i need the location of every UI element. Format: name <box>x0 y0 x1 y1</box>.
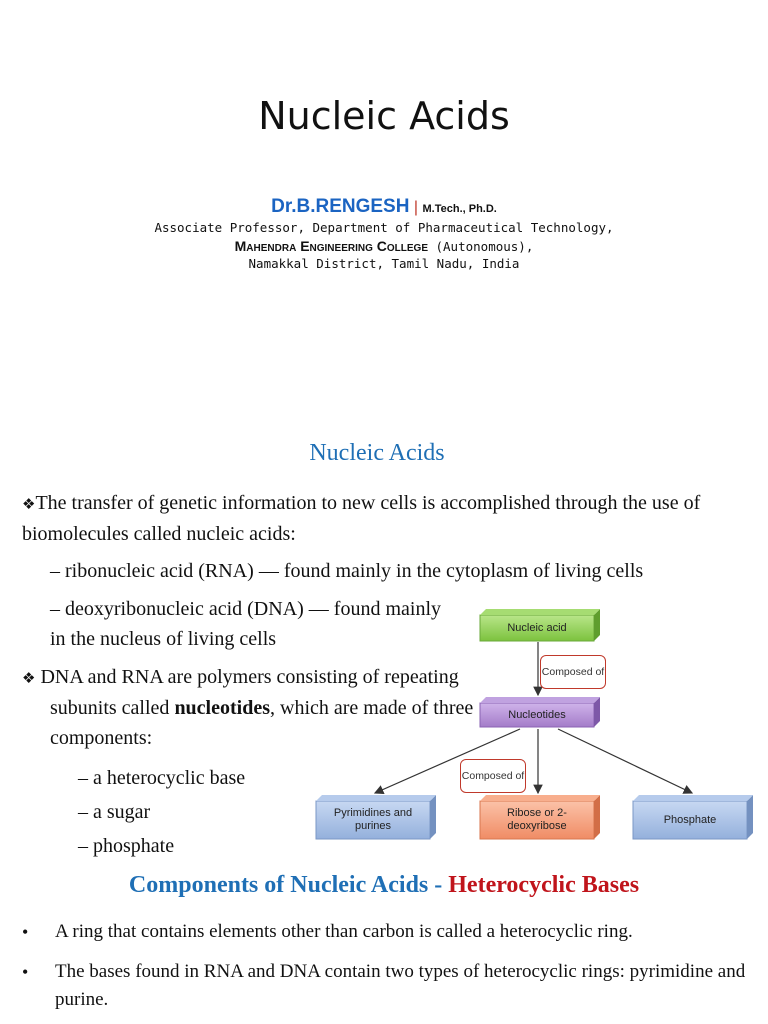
bullet-polymers-bold: nucleotides <box>174 697 270 719</box>
slide2-title: Nucleic Acids <box>309 440 445 466</box>
bullet-polymers-post: , which are made of three components: <box>50 697 474 749</box>
college-name: Mahendra Engineering College <box>234 238 428 254</box>
slide1-title: Nucleic Acids <box>258 94 510 138</box>
component-phosphate: – phosphate <box>78 835 175 857</box>
ribose-box: Ribose or 2-deoxyribose <box>507 807 567 832</box>
arrow-to-phosphate <box>558 729 692 793</box>
bullet-transfer <box>22 488 752 549</box>
point-heterocyclic-ring-text: A ring that contains elements other than carbon is called a heterocyclic ring. <box>55 921 633 942</box>
college-suffix: (Autonomous), <box>427 239 534 254</box>
dot-bullet-icon: • <box>22 962 29 982</box>
author-line <box>0 196 768 218</box>
point-two-types <box>22 958 752 1014</box>
affiliation-line-3: Namakkal District, Tamil Nadu, India <box>248 256 520 271</box>
slide3-title <box>0 872 768 899</box>
component-sugar: – a sugar <box>78 801 151 823</box>
affiliation-line-2 <box>0 238 768 254</box>
composed-of-label-1: Composed of <box>540 655 606 689</box>
author-separator: | <box>413 199 419 216</box>
diamond-bullet-icon: ❖ <box>22 669 36 687</box>
dot-bullet-icon: • <box>22 922 29 942</box>
nucleic-acid-diagram <box>300 605 760 865</box>
nucleic-acid-box: Nucleic acid <box>507 621 567 634</box>
nucleotides-box: Nucleotides <box>508 708 566 721</box>
point-heterocyclic-ring <box>22 918 752 946</box>
component-base: – a heterocyclic base <box>78 767 246 789</box>
composed-of-label-2: Composed of <box>460 759 526 793</box>
point-two-types-text: The bases found in RNA and DNA contain two types of heterocyclic rings: pyrimidine and purine. <box>55 961 746 1010</box>
bullet-transfer-text: The transfer of genetic information to new cells is accomplished through the use of biomolecules called nucleic acids: <box>22 492 701 545</box>
diamond-bullet-icon: ❖ <box>22 495 36 513</box>
slide3-title-blue: Components of Nucleic Acids - <box>128 872 449 898</box>
sub-rna: – ribonucleic acid (RNA) — found mainly in the cytoplasm of living cells <box>50 560 644 582</box>
author-degrees: M.Tech., Ph.D. <box>422 203 497 215</box>
affiliation-line-1: Associate Professor, Department of Pharmaceutical Technology, <box>154 220 614 235</box>
author-name: Dr.B.RENGESH <box>271 196 410 217</box>
phosphate-box: Phosphate <box>663 813 717 826</box>
slide3-title-red: Heterocyclic Bases <box>448 872 640 898</box>
pyrimidines-purines-box: Pyrimidines and purines <box>333 807 413 832</box>
bullet-polymers-pre: DNA and RNA are polymers consisting of repeating subunits called <box>40 666 459 719</box>
sub-dna: – deoxyribonucleic acid (DNA) — found mainly in the nucleus of living cells <box>50 598 442 650</box>
